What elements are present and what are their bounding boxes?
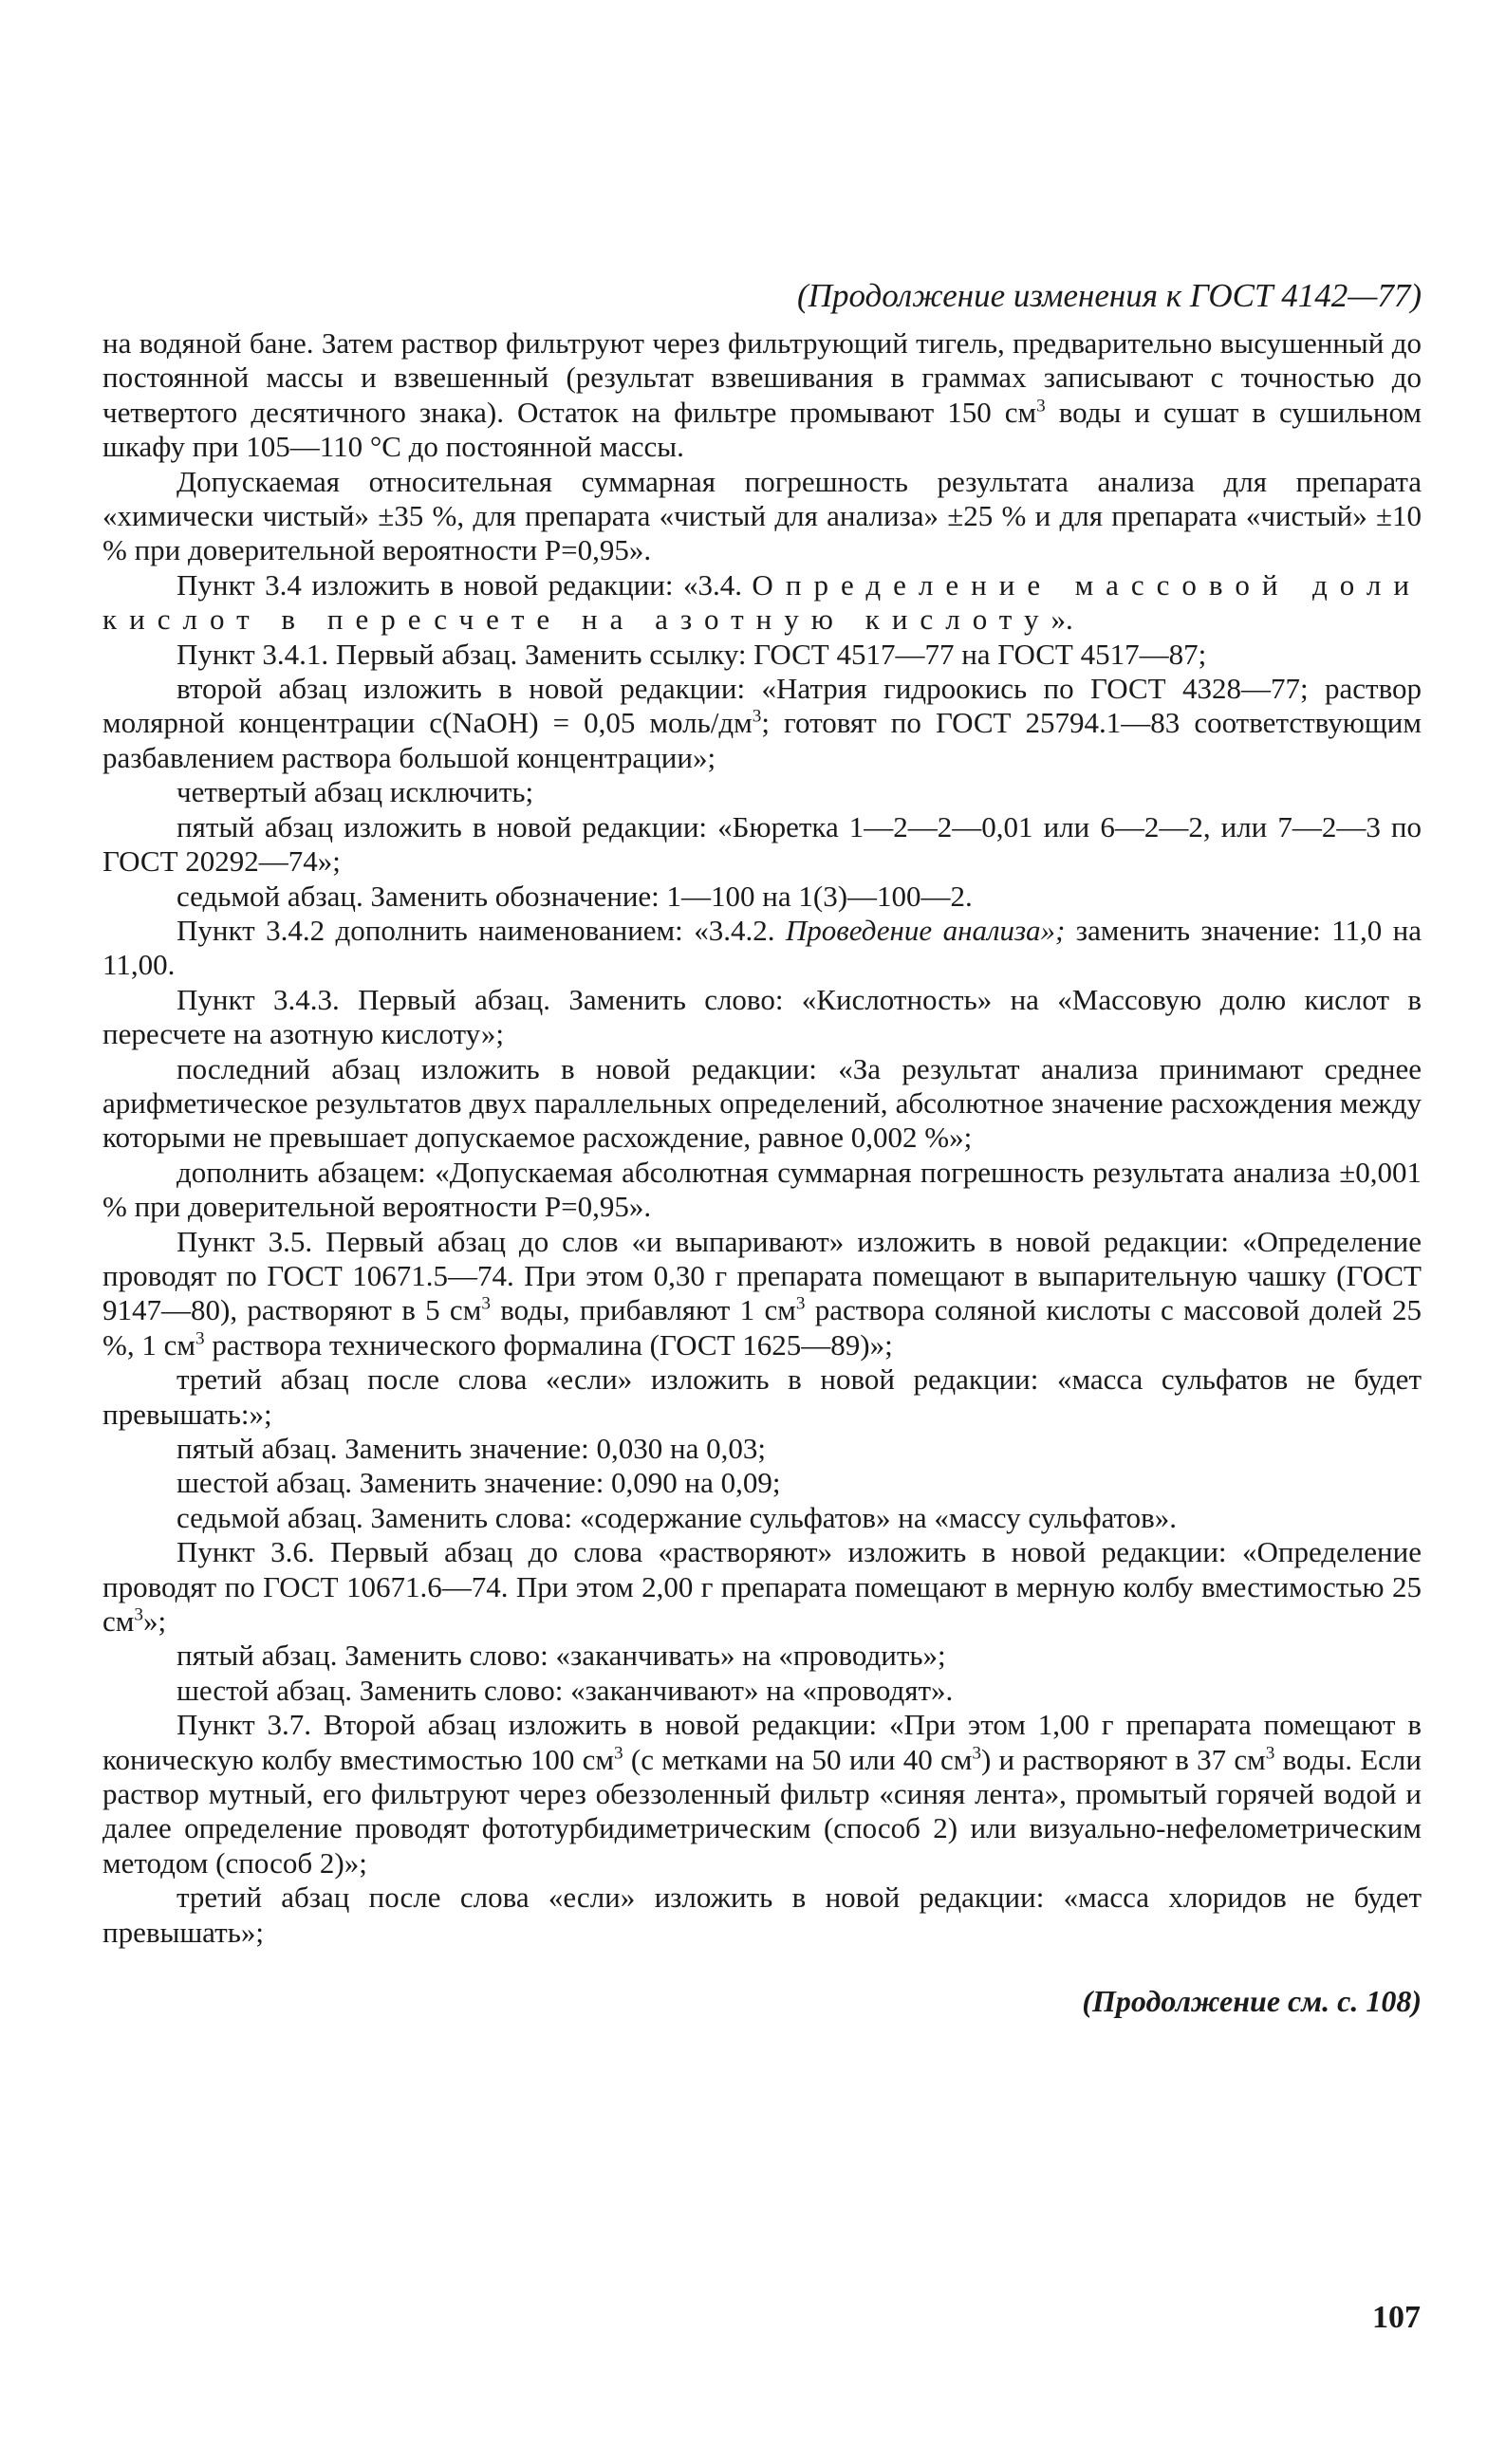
section-title-spaced: Определение массовой доли кислот в пересчете на азотную кислоту [102,567,1422,637]
paragraph: Пункт 3.4.2 дополнить наименованием: «3.4.2. Проведение анализа»; заменить значение: 11,0 на 11,00. [102,913,1422,982]
paragraph: последний абзац изложить в новой редакции: «За результат анализа принимают среднее арифметическое результатов двух параллельных определений, абсолютное значение расхождения между которыми не превышает допускаемое расхождение, равное 0,002 %»; [102,1051,1422,1155]
page-number: 107 [1372,2300,1421,2335]
document-page [102,275,1422,2020]
continuation-header: (Продолжение изменения к ГОСТ 4142—77) [797,277,1422,314]
paragraph: седьмой абзац. Заменить слова: «содержание сульфатов» на «массу сульфатов». [177,1500,1178,1534]
paragraph: Пункт 3.6. Первый абзац до слова «растворяют» изложить в новой редакции: «Определение проводят по ГОСТ 10671.6—74. При этом 2,00 г препарата помещают в мерную колбу вместимостью 25 $см^3$»; [102,1535,1422,1639]
paragraph: Допускаемая относительная суммарная погрешность результата анализа для препарата «химически чистый» ±35 %, для препарата «чистый для анализа» ±25 % и для препарата «чистый» ±10 % при доверительной вероятности Р=0,95». [102,464,1422,567]
paragraph: Пункт 3.4.1. Первый абзац. Заменить ссылку: ГОСТ 4517—77 на ГОСТ 4517—87; [177,637,1207,671]
paragraph: Пункт 3.4 изложить в новой редакции: «3.4. Определение массовой доли кислот в пересчете на азотную кислоту». [102,567,1422,637]
paragraph: пятый абзац. Заменить значение: 0,030 на 0,03; [177,1432,766,1465]
paragraph: седьмой абзац. Заменить обозначение: 1—100 на 1(3)—100—2. [177,879,973,913]
paragraph: на водяной бане. Затем раствор фильтруют через фильтрующий тигель, предварительно высушенный до постоянной массы и взвешенный (результат взвешивания в граммах записывают с точностью до четвертого десятичного знака). Остаток на фильтре промывают 150 $см^3$ воды и сушат в сушильном шкафу при 105—110 °С до постоянной массы. [102,326,1422,464]
paragraph: четвертый абзац исключить; [177,775,534,809]
document-body [102,326,1422,1950]
paragraph: третий абзац после слова «если» изложить в новой редакции: «масса сульфатов не будет превышать:»; [102,1362,1422,1431]
paragraph: шестой абзац. Заменить значение: 0,090 на 0,09; [177,1466,781,1500]
paragraph: дополнить абзацем: «Допускаемая абсолютная суммарная погрешность результата анализа ±0,001 % при доверительной вероятности Р=0,95». [102,1155,1422,1224]
paragraph: третий абзац после слова «если» изложить в новой редакции: «масса хлоридов не будет превышать»; [102,1880,1422,1949]
continuation-footer: (Продолжение см. с. 108) [1082,1984,1422,2019]
paragraph: Пункт 3.4.3. Первый абзац. Заменить слово: «Кислотность» на «Массовую долю кислот в пересчете на азотную кислоту»; [102,982,1422,1051]
paragraph: второй абзац изложить в новой редакции: «Натрия гидроокись по ГОСТ 4328—77; раствор молярной концентрации с(NaOH) = 0,05 моль/$дм^3$; готовят по ГОСТ 25794.1—83 соответствующим разбавлением раствора большой концентрации»; [102,672,1422,774]
paragraph: пятый абзац. Заменить слово: «заканчивать» на «проводить»; [177,1639,946,1673]
paragraph: пятый абзац изложить в новой редакции: «Бюретка 1—2—2—0,01 или 6—2—2, или 7—2—3 по ГОСТ 20292—74»; [102,809,1422,879]
paragraph: Пункт 3.5. Первый абзац до слов «и выпаривают» изложить в новой редакции: «Определение проводят по ГОСТ 10671.5—74. При этом 0,30 г препарата помещают в выпарительную чашку (ГОСТ 9147—80), растворяют в 5 $см^3$ воды, прибавляют 1 $см^3$ раствора соляной кислоты с массовой долей 25 %, 1 $см^3$ раствора технического формалина (ГОСТ 1625—89)»; [102,1224,1422,1362]
paragraph: Пункт 3.7. Второй абзац изложить в новой редакции: «При этом 1,00 г препарата помещают в коническую колбу вместимостью 100 $см^3$ (с метками на 50 или 40 $см^3$) и растворяют в 37 $см^3$ воды. Если раствор мутный, его фильтруют через обеззоленный фильтр «синяя лента», промытый горячей водой и далее определение проводят фототурбидиметрическим (способ 2) или визуально-нефелометрическим методом (способ 2)»; [102,1708,1422,1880]
paragraph: шестой абзац. Заменить слово: «заканчивают» на «проводят». [177,1673,954,1707]
